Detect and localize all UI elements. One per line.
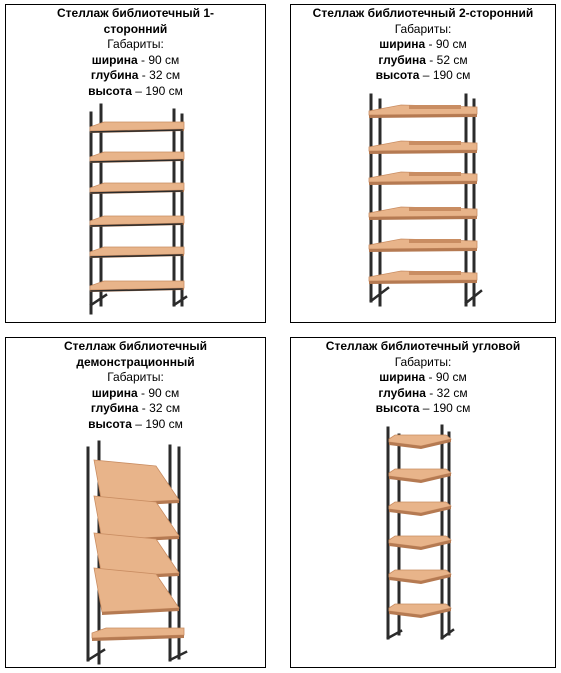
product-card-corner (290, 337, 556, 668)
shelf-divider (409, 105, 461, 109)
dim-width: ширина - 90 см (379, 370, 467, 384)
one-sided-shelving-image (6, 5, 265, 322)
dim-depth: глубина - 32 см (378, 385, 468, 400)
dim-height: высота – 190 см (375, 68, 471, 82)
shelf-divider (409, 172, 461, 176)
shelf-divider (409, 207, 461, 211)
dim-depth: глубина - 32 см (90, 68, 181, 82)
dim-depth: глубина - 52 см (378, 52, 468, 67)
shelf-divider (409, 141, 461, 145)
product-card-display (5, 337, 266, 668)
product-card-two-sided (290, 4, 556, 323)
dims-label: Габариты: (107, 37, 164, 51)
title-line: демонстрационный (76, 354, 195, 369)
two-sided-shelving-image (291, 5, 555, 322)
dim-height: высота – 190 см (88, 416, 183, 431)
title-line: Стеллаж библиотечный (63, 339, 207, 353)
dim-depth: глубина - 32 см (90, 401, 181, 415)
dims-label: Габариты: (107, 370, 164, 384)
dims-label: Габариты: (394, 354, 452, 369)
display-shelving-image (6, 338, 265, 667)
title-line: Стеллаж библиотечный 1- (56, 6, 214, 20)
title-line: сторонний (103, 21, 168, 36)
dim-height: высота – 190 см (88, 83, 183, 98)
dim-width: ширина - 90 см (91, 52, 180, 67)
frame-post (88, 650, 104, 660)
frame-post (91, 295, 106, 305)
product-card-one-sided (5, 4, 266, 323)
dim-width: ширина - 90 см (91, 385, 180, 400)
title-line: Стеллаж библиотечный угловой (325, 339, 521, 353)
shelf-divider (409, 271, 461, 275)
corner-shelving-image (291, 338, 555, 667)
dim-height: высота – 190 см (375, 401, 471, 415)
frame-post (174, 297, 186, 305)
dim-width: ширина - 90 см (379, 37, 467, 51)
shelf-divider (409, 239, 461, 243)
dims-label: Габариты: (394, 21, 452, 36)
title-line: Стеллаж библиотечный 2-сторонний (312, 6, 534, 20)
